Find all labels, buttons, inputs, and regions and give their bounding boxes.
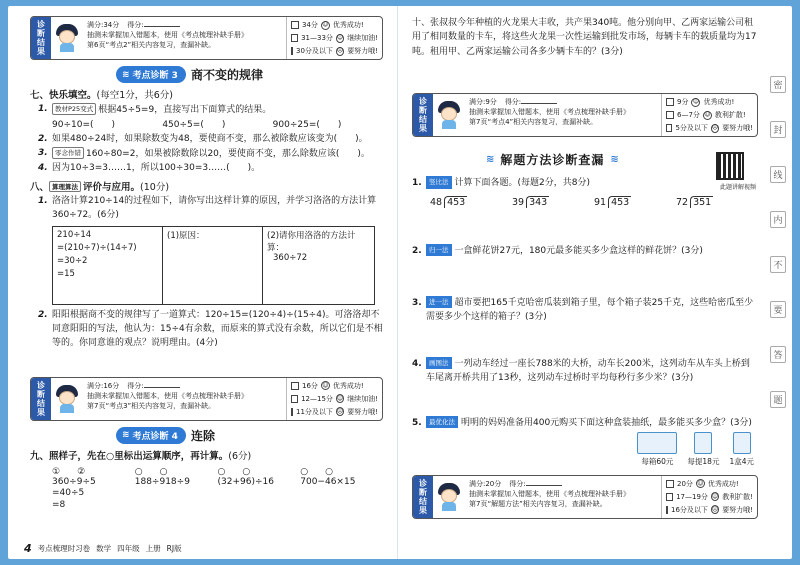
score-blank[interactable]: [144, 26, 180, 27]
score-blank[interactable]: [526, 485, 562, 486]
student-avatar: [51, 378, 83, 420]
tissue-products: [412, 432, 754, 467]
qr-caption: 此题讲解视频: [719, 184, 756, 191]
wave-icon: ≋: [610, 154, 619, 166]
frown-icon: ☹: [711, 505, 719, 513]
student-avatar: [51, 17, 83, 59]
question-7-3: 3. 零念作错 160÷80=2，如果被除数除以20，要使商不变，那么除数应该( )。: [38, 148, 370, 160]
diagnosis-box-3: 诊断结果 满分:9分 得分: 抽测未掌握加入错题本，使用《考点梳理补缺手册》 第7页“考点4”相关内容复习，查漏补缺。 9分 ☺ 优秀成功! 6—7分 ☺ 教利扩散! 5分及以下 ☹ 要努力哦!: [412, 93, 758, 137]
score-blank[interactable]: [144, 387, 180, 388]
checkbox[interactable]: [291, 408, 293, 416]
calc-table: [52, 226, 375, 305]
method-question-3: 3. 进一法 超市要把165千克哈密瓜装到箱子里，每个箱子装25千克，这些哈密瓜至少需要多少个这样的箱子？(3分): [412, 297, 754, 323]
wave-icon: ≋: [122, 430, 130, 441]
method-question-2: 2. 归一法 一盒鲜花饼27元，180元最多能买多少盒这样的鲜花饼？(3分): [412, 245, 703, 256]
checkbox[interactable]: [291, 34, 298, 42]
opt-row: 17—19分 ☺ 教利扩散!: [666, 492, 753, 502]
product-pack: 每提18元: [687, 432, 719, 467]
checkbox[interactable]: [291, 47, 293, 55]
checkbox[interactable]: [666, 480, 674, 488]
division-item: 91 453: [594, 196, 630, 208]
checkbox[interactable]: [666, 98, 674, 106]
long-division-row: [430, 197, 758, 208]
q9-exprs: 360÷9÷5 188÷918÷9 (32+96)÷16 700−46×15: [52, 476, 356, 487]
opt-row: 30分及以下 ☹ 要努力哦!: [291, 46, 378, 56]
product-single: 1盒4元: [729, 432, 754, 467]
method-section-title: ≋ 解题方法诊断查漏 ≋: [486, 153, 619, 168]
question-7-4: 4. 因为10÷3=3……1，所以100÷30=3……( )。: [38, 163, 261, 174]
question-7-2: 2. 如果480÷24时，如果除数变为48，要使商不变，那么被除数应该变为( )。: [38, 134, 368, 145]
opt-row: 16分 ☺ 优秀成功!: [291, 381, 378, 391]
checkbox[interactable]: [291, 382, 299, 390]
score-blank[interactable]: [521, 103, 557, 104]
diagnosis-box-4: 诊断结果 满分:20分 得分: 抽测未掌握加入错题本，使用《考点梳理补缺手册》 第7页“解题方法”相关内容复习，查漏补缺。 20分 ☺ 优秀成功! 17—19分 ☺ 教利扩散! 16分及以下 ☹ 要努力哦!: [412, 475, 758, 519]
q7-row: 90÷10=( ) 450÷5=( ) 900÷25=( ): [52, 119, 342, 130]
section-header-4: ≋ 考点诊断 4 连除: [116, 427, 383, 444]
opt-row: 31—33分 ☺ 继续加油!: [291, 33, 378, 43]
smile-icon: ☺: [704, 111, 711, 119]
got-score-label: 得分:: [127, 21, 144, 29]
diagnosis-tag: 诊断结果: [31, 378, 51, 420]
frown-icon: ☹: [336, 407, 344, 415]
question-7-head: 七、快乐填空。(每空1分，共6分): [30, 90, 174, 101]
division-item: 39 343: [512, 196, 548, 208]
method-cell[interactable]: (2)请你用洛洛的方法计算： 360÷72: [263, 226, 375, 304]
diagnosis-tag: 诊断结果: [31, 17, 51, 59]
opt-row: 34分 ☺ 优秀成功!: [291, 20, 378, 30]
question-8-2: 2. 阳阳根据商不变的规律写了一道算式：120÷15=(120÷4)÷(15÷4)。可洛洛却不同意阳阳的写法，他认为：15÷4有余数，而原来的算式没有余数，所以它们是不相等的。你同意谁的观点？说明理由。(4分): [38, 309, 383, 348]
student-avatar: [433, 94, 465, 136]
opt-row: 20分 ☺ 优秀成功!: [666, 479, 753, 489]
method-question-4: 4. 画图法 一列动车经过一座长788米的大桥，动车长200米，这列动车从车头上桥到车尾离开桥共用了13秒，这列动车过桥时平均每秒行多少米？(3分): [412, 358, 750, 384]
opt-row: 12—15分 ☺ 继续加油!: [291, 394, 378, 404]
opt-row: 6—7分 ☺ 教利扩散!: [666, 110, 753, 120]
opt-row: 9分 ☺ 优秀成功!: [666, 97, 753, 107]
smile-icon: ☺: [692, 98, 700, 106]
checkbox[interactable]: [666, 493, 673, 501]
reason-cell[interactable]: (1)原因：: [163, 226, 263, 304]
seal-line-strip: 密 封 线 内 不 要 答 题: [768, 76, 788, 408]
smile-icon: ☺: [336, 394, 344, 402]
example-work: 210÷14 =(210÷7)÷(14÷7) =30÷2 =15: [53, 226, 163, 304]
section-title: 商不变的规律: [190, 68, 263, 82]
q9-work: =40÷5 =8: [52, 487, 85, 510]
section-header-3: ≋ 考点诊断 3 商不变的规律: [116, 66, 383, 83]
method-question-1: 1. 竖比法 计算下面各题。(每题2分，共8分): [412, 178, 590, 189]
opt-row: 5分及以下 ☹ 要努力哦!: [666, 123, 753, 133]
question-10: 十、张叔叔今年种植的火龙果大丰收，共产果340吨。他分别向甲、乙两家运输公司租用了相同数量的卡车，将这些火龙果一次性运输到批发市场，每辆卡车的载质量均为17吨。租用甲、乙两家运输公司各多少辆卡车的？(3分): [412, 18, 757, 57]
wave-icon: ≋: [486, 154, 495, 166]
division-item: 72 351: [676, 196, 712, 208]
tissue-single-icon: [733, 432, 751, 454]
qr-code-icon[interactable]: [716, 152, 744, 180]
right-page: [398, 6, 792, 559]
smile-icon: ☺: [336, 34, 344, 41]
student-avatar: [433, 476, 465, 518]
question-8-1: 1. 洛洛计算210÷14的过程如下，请你写出这样计算的原因，并学习洛洛的方法计算360÷72。(6分): [38, 196, 377, 220]
question-7-1: 1. 教材P25变式 根据45÷5=9，直接写出下面算式的结果。: [38, 104, 272, 115]
checkbox[interactable]: [291, 395, 298, 403]
tip-line-2: 第6页“考点2”相关内容复习，查漏补缺。: [87, 41, 216, 50]
workbook-spread: [8, 6, 792, 559]
q9-marks: ① ② ○ ○ ○ ○ ○ ○: [52, 466, 337, 477]
division-item: 48 453: [430, 196, 466, 208]
tissue-pack-icon: [694, 432, 712, 454]
left-page: [8, 6, 398, 559]
diagnosis-box-2: 诊断结果 满分:16分 得分: 抽测未掌握加入错题本，使用《考点梳理补缺手册》 第7页“考点3”相关内容复习，查漏补缺。 16分 ☺ 优秀成功! 12—15分 ☺ 继续加油! 11分及以下 ☹ 要努力哦!: [30, 377, 383, 421]
full-score: 满分:34分: [87, 21, 120, 29]
method-question-5: 5. 最优化法 明明的妈妈准备用400元购买下面这种盒装抽纸，最多能买多少盒？(3分): [412, 417, 752, 428]
diagnosis-box-1: [30, 16, 383, 60]
product-box: 每箱60元: [637, 432, 677, 467]
checkbox[interactable]: [666, 124, 672, 132]
page-footer: 4 考点梳理时习卷 数学 四年级 上册 RJ版: [24, 542, 182, 555]
opt-row: 16分及以下 ☹ 要努力哦!: [666, 505, 753, 515]
smile-icon: ☺: [322, 381, 329, 389]
smile-icon: ☺: [711, 492, 719, 500]
frown-icon: ☹: [336, 47, 344, 54]
smile-icon: ☺: [697, 479, 704, 487]
tissue-box-icon: [637, 432, 677, 454]
smile-icon: ☺: [322, 21, 329, 28]
opt-row: 11分及以下 ☹ 要努力哦!: [291, 407, 378, 417]
checkbox[interactable]: [666, 506, 668, 514]
question-9-head: 九、照样子，先在○里标出运算顺序，再计算。(6分): [30, 450, 252, 462]
question-8-head: 八、 算理算法 评价与应用。(10分): [30, 182, 170, 194]
tip-line-1: 抽测未掌握加入错题本，使用《考点梳理补缺手册》: [87, 31, 248, 40]
wave-icon: ≋: [122, 69, 130, 80]
frown-icon: ☹: [711, 124, 719, 132]
checkbox[interactable]: [291, 21, 299, 29]
checkbox[interactable]: [666, 111, 674, 119]
